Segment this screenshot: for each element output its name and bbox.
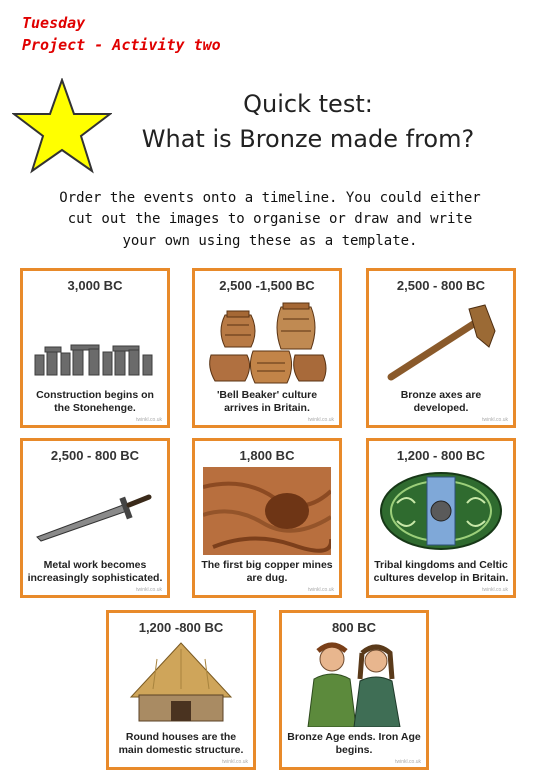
card-caption: Metal work becomes increasingly sophisticated. bbox=[27, 559, 163, 584]
card-footer: twinkl.co.uk bbox=[482, 587, 508, 593]
card-date: 2,500 - 800 BC bbox=[50, 448, 140, 463]
card-footer: twinkl.co.uk bbox=[395, 759, 421, 765]
card-caption: Tribal kingdoms and Celtic cultures develop in Britain. bbox=[373, 559, 509, 584]
iron-age-people-image bbox=[290, 639, 418, 727]
timeline-card-beaker[interactable] bbox=[192, 268, 342, 428]
quick-test-question: What is Bronze made from? bbox=[141, 125, 475, 153]
stonehenge-image bbox=[31, 297, 159, 385]
card-footer: twinkl.co.uk bbox=[136, 587, 162, 593]
quick-test-title: Quick test: bbox=[243, 90, 373, 118]
timeline-card-tribal[interactable] bbox=[366, 438, 516, 598]
card-footer: twinkl.co.uk bbox=[136, 417, 162, 423]
card-date: 1,200 - 800 BC bbox=[396, 448, 486, 463]
copper-mine-image bbox=[203, 467, 331, 555]
card-footer: twinkl.co.uk bbox=[482, 417, 508, 423]
card-date: 1,200 -800 BC bbox=[138, 620, 224, 635]
timeline-card-ironage[interactable] bbox=[279, 610, 429, 770]
card-caption: Round houses are the main domestic structure. bbox=[118, 731, 244, 756]
card-date: 3,000 BC bbox=[67, 278, 123, 293]
timeline-card-copper[interactable] bbox=[192, 438, 342, 598]
card-caption: Bronze axes are developed. bbox=[400, 389, 482, 414]
instructions-line-3: your own using these as a template. bbox=[122, 233, 418, 249]
card-footer: twinkl.co.uk bbox=[308, 417, 334, 423]
card-date: 2,500 - 800 BC bbox=[396, 278, 486, 293]
round-house-image bbox=[117, 639, 245, 727]
timeline-card-roundhouse[interactable] bbox=[106, 610, 256, 770]
sword-image bbox=[31, 467, 159, 555]
timeline-card-metalwork[interactable] bbox=[20, 438, 170, 598]
card-footer: twinkl.co.uk bbox=[222, 759, 248, 765]
card-caption: Bronze Age ends. Iron Age begins. bbox=[287, 731, 421, 756]
card-date: 800 BC bbox=[331, 620, 377, 635]
beaker-pots-image bbox=[203, 297, 331, 385]
timeline-card-stonehenge[interactable] bbox=[20, 268, 170, 428]
instructions-line-2: cut out the images to organise or draw and write bbox=[67, 211, 473, 227]
bronze-axe-image bbox=[377, 297, 505, 385]
card-date: 1,800 BC bbox=[239, 448, 295, 463]
celtic-shield-image bbox=[377, 467, 505, 555]
card-footer: twinkl.co.uk bbox=[308, 587, 334, 593]
card-caption: Construction begins on the Stonehenge. bbox=[36, 389, 154, 414]
timeline-card-axe[interactable] bbox=[366, 268, 516, 428]
card-caption: The first big copper mines are dug. bbox=[201, 559, 333, 584]
day-heading: Tuesday bbox=[22, 14, 86, 32]
project-heading: Project - Activity two bbox=[22, 36, 221, 54]
card-caption: 'Bell Beaker' culture arrives in Britain. bbox=[216, 389, 318, 414]
instructions-line-1: Order the events onto a timeline. You could either bbox=[59, 190, 481, 206]
card-date: 2,500 -1,500 BC bbox=[219, 278, 315, 293]
